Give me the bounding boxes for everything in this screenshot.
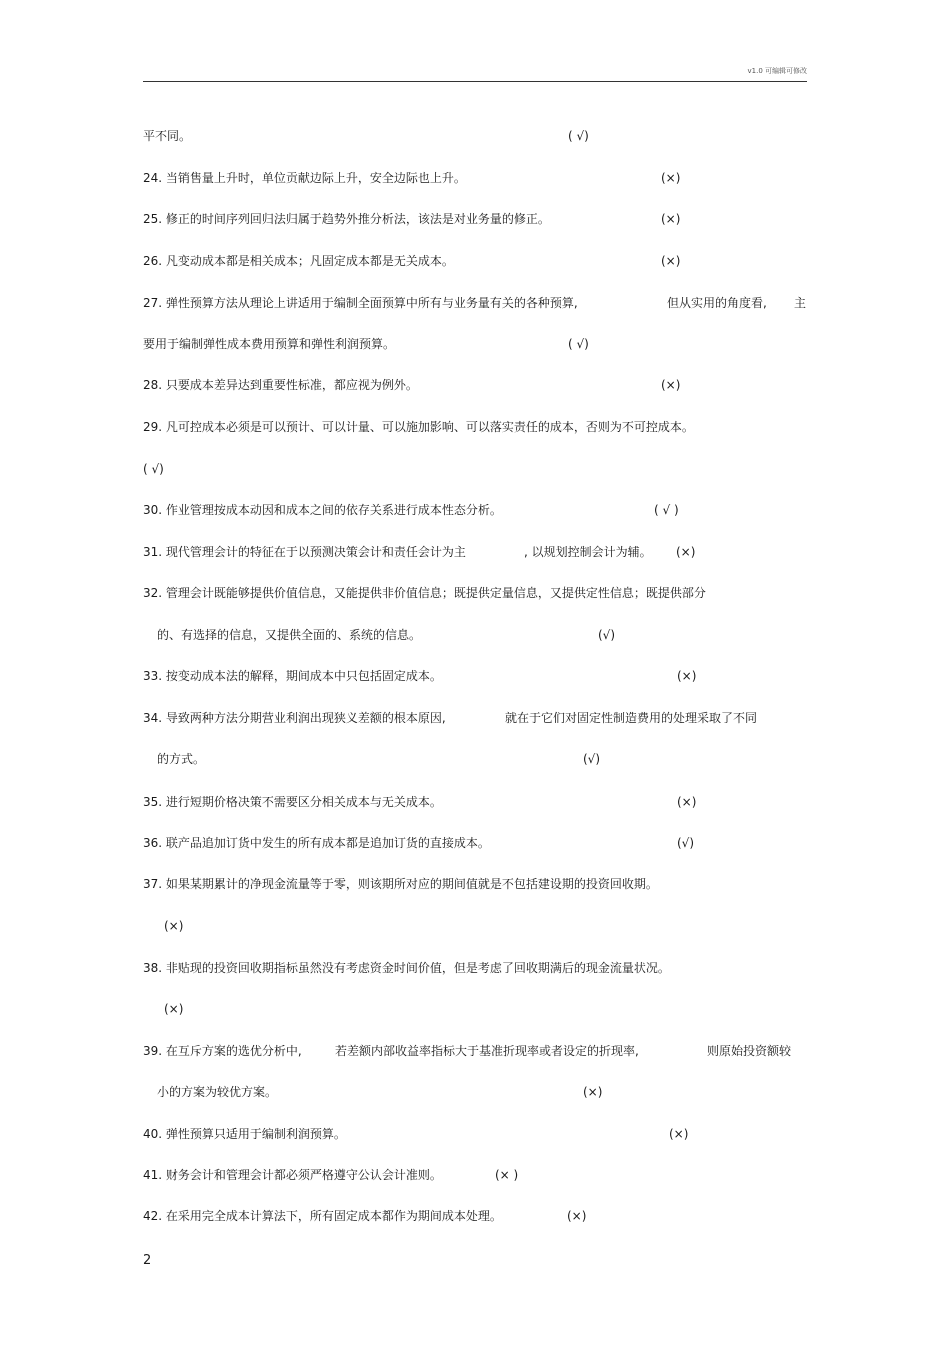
line-text: 33. 按变动成本法的解释，期间成本中只包括固定成本。 <box>143 669 442 683</box>
answer-mark: ( √) <box>568 129 589 143</box>
answer-mark: (×) <box>164 919 184 933</box>
answer-mark: (×) <box>677 795 697 809</box>
line-text: 36. 联产品追加订货中发生的所有成本都是追加订货的直接成本。 <box>143 836 490 850</box>
line-text: 41. 财务会计和管理会计都必须严格遵守公认会计准则。 <box>143 1168 442 1182</box>
line-text: 38. 非贴现的投资回收期指标虽然没有考虑资金时间价值，但是考虑了回收期满后的现金流量状况。 <box>143 961 670 975</box>
line-text: 平不同。 <box>143 129 192 143</box>
line-text: 37. 如果某期累计的净现金流量等于零，则该期所对应的期间值就是不包括建设期的投资回收期。 <box>143 877 658 891</box>
line-text: 39. 在互斥方案的选优分析中, <box>143 1044 302 1058</box>
line-text: 32. 管理会计既能够提供价值信息，又能提供非价值信息；既提供定量信息，又提供定性信息；既提供部分 <box>143 586 706 600</box>
answer-mark: (√) <box>598 628 616 642</box>
answer-mark: (× ) <box>495 1168 519 1182</box>
line-text: 30. 作业管理按成本动因和成本之间的依存关系进行成本性态分析。 <box>143 503 502 517</box>
version-tag: v1.0 可编辑可修改 <box>747 67 807 75</box>
line-text-tail: 则原始投资额较 <box>707 1044 792 1058</box>
answer-mark: (√) <box>677 836 695 850</box>
line-text: 28. 只要成本差异达到重要性标准，都应视为例外。 <box>143 378 418 392</box>
answer-mark: ( √ ) <box>654 503 679 517</box>
line-text: 31. 现代管理会计的特征在于以预测决策会计和责任会计为主 <box>143 545 466 559</box>
line-text: 40. 弹性预算只适用于编制利润预算。 <box>143 1127 346 1141</box>
line-text: 小的方案为较优方案。 <box>157 1085 278 1099</box>
line-text: 27. 弹性预算方法从理论上讲适用于编制全面预算中所有与业务量有关的各种预算, <box>143 296 578 310</box>
answer-mark: (×) <box>677 669 697 683</box>
line-text: 25. 修正的时间序列回归法归属于趋势外推分析法，该法是对业务量的修正。 <box>143 212 550 226</box>
line-text-continued: , 以规划控制会计为辅。 <box>524 545 652 559</box>
answer-mark: (×) <box>676 545 696 559</box>
answer-mark: (×) <box>661 254 681 268</box>
answer-mark: (×) <box>661 212 681 226</box>
answer-mark: (×) <box>661 171 681 185</box>
line-text: 34. 导致两种方法分期营业利润出现狭义差额的根本原因, <box>143 711 446 725</box>
answer-mark: (×) <box>669 1127 689 1141</box>
page-number: 2 <box>143 1253 152 1268</box>
answer-mark: (×) <box>661 378 681 392</box>
answer-mark: ( √) <box>143 462 164 476</box>
answer-mark: (×) <box>583 1085 603 1099</box>
line-text: 的、有选择的信息，又提供全面的、系统的信息。 <box>157 628 422 642</box>
line-text-tail: 主 <box>794 296 807 310</box>
line-text: 42. 在采用完全成本计算法下，所有固定成本都作为期间成本处理。 <box>143 1209 502 1223</box>
answer-mark: (√) <box>583 752 601 766</box>
line-text: 的方式。 <box>157 752 206 766</box>
line-text-continued: 但从实用的角度看, <box>667 296 767 310</box>
line-text: 29. 凡可控成本必须是可以预计、可以计量、可以施加影响、可以落实责任的成本，否则为不可控成本。 <box>143 420 694 434</box>
line-text: 要用于编制弹性成本费用预算和弹性利润预算。 <box>143 337 396 351</box>
line-text-continued: 就在于它们对固定性制造费用的处理采取了不同 <box>505 711 758 725</box>
answer-mark: (×) <box>567 1209 587 1223</box>
line-text: 26. 凡变动成本都是相关成本；凡固定成本都是无关成本。 <box>143 254 454 268</box>
header-rule <box>143 81 807 82</box>
line-text-continued: 若差额内部收益率指标大于基准折现率或者设定的折现率, <box>335 1044 639 1058</box>
line-text: 35. 进行短期价格决策不需要区分相关成本与无关成本。 <box>143 795 442 809</box>
answer-mark: (×) <box>164 1002 184 1016</box>
answer-mark: ( √) <box>568 337 589 351</box>
line-text: 24. 当销售量上升时，单位贡献边际上升，安全边际也上升。 <box>143 171 466 185</box>
